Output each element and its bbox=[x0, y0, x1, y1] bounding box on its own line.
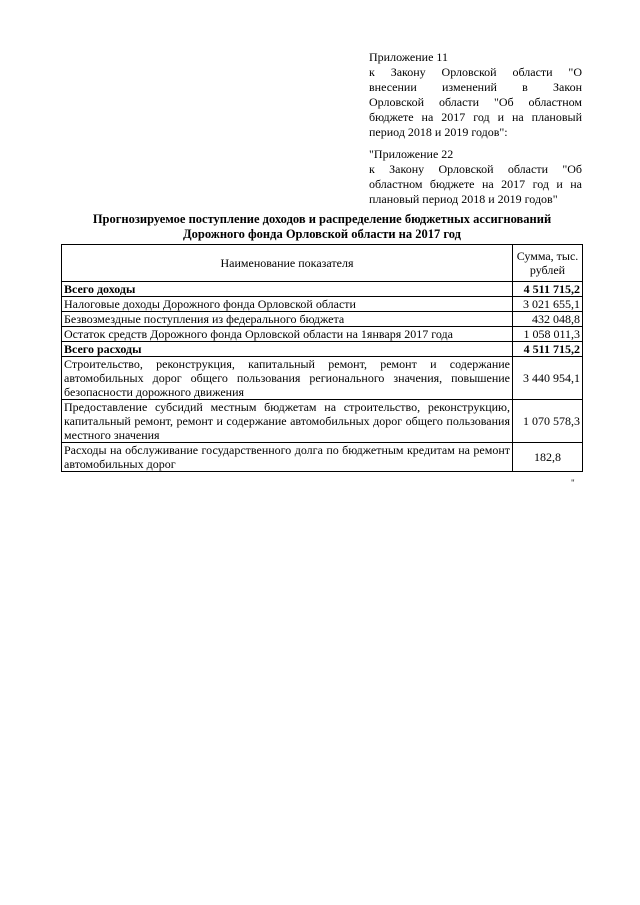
table-row bbox=[62, 327, 583, 342]
row-sum: 3 440 954,1 bbox=[513, 357, 583, 400]
appendix-11-line: Орловской области "Об областном bbox=[369, 95, 582, 109]
appendix-11-line: к Закону Орловской области "О bbox=[369, 65, 582, 79]
appendix-11-header bbox=[369, 50, 582, 140]
document-title-line-2: Дорожного фонда Орловской области на 2017 год bbox=[183, 227, 461, 241]
table-row bbox=[62, 312, 583, 327]
row-sum: 1 070 578,3 bbox=[513, 400, 583, 443]
row-name: Всего расходы bbox=[62, 342, 513, 357]
row-name: Всего доходы bbox=[62, 282, 513, 297]
appendix-22-line: к Закону Орловской области "Об bbox=[369, 162, 582, 176]
column-header-sum: Сумма, тыс. рублей bbox=[513, 245, 583, 282]
row-name: Расходы на обслуживание государственного долга по бюджетным кредитам на ремонт автомобильных дорог bbox=[62, 443, 513, 472]
row-name: Налоговые доходы Дорожного фонда Орловской области bbox=[62, 297, 513, 312]
table-row bbox=[62, 357, 583, 400]
row-sum: 4 511 715,2 bbox=[513, 342, 583, 357]
row-name: Строительство, реконструкция, капитальный ремонт, ремонт и содержание автомобильных дорог общего пользования регионального значения, повышение безопасности дорожного движения bbox=[62, 357, 513, 400]
road-fund-table bbox=[61, 244, 583, 472]
document-title bbox=[62, 212, 582, 242]
row-sum: 4 511 715,2 bbox=[513, 282, 583, 297]
table-row bbox=[62, 282, 583, 297]
row-sum: 3 021 655,1 bbox=[513, 297, 583, 312]
row-sum: 182,8 bbox=[513, 443, 583, 472]
table-row bbox=[62, 400, 583, 443]
row-name: Безвозмездные поступления из федерального бюджета bbox=[62, 312, 513, 327]
appendix-22-line: плановый период 2018 и 2019 годов" bbox=[369, 192, 558, 206]
appendix-22-line: областном бюджете на 2017 год и на bbox=[369, 177, 582, 191]
table-header-row bbox=[62, 245, 583, 282]
row-name: Предоставление субсидий местным бюджетам на строительство, реконструкцию, капитальный ремонт, ремонт и содержание автомобильных дорог общего пользования местного значения bbox=[62, 400, 513, 443]
closing-quote-mark: " bbox=[571, 478, 575, 488]
table-row bbox=[62, 297, 583, 312]
table-row bbox=[62, 342, 583, 357]
document-title-line-1: Прогнозируемое поступление доходов и распределение бюджетных ассигнований bbox=[92, 212, 552, 226]
table-row bbox=[62, 443, 583, 472]
appendix-11-line: бюджете на 2017 год и на плановый bbox=[369, 110, 582, 124]
appendix-22-line: "Приложение 22 bbox=[369, 147, 454, 161]
appendix-11-line: внесении изменений в Закон bbox=[369, 80, 582, 94]
column-header-name: Наименование показателя bbox=[62, 245, 513, 282]
appendix-11-line: Приложение 11 bbox=[369, 50, 448, 64]
appendix-11-line: период 2018 и 2019 годов": bbox=[369, 125, 508, 139]
row-sum: 1 058 011,3 bbox=[513, 327, 583, 342]
row-sum: 432 048,8 bbox=[513, 312, 583, 327]
row-name: Остаток средств Дорожного фонда Орловской области на 1января 2017 года bbox=[62, 327, 513, 342]
appendix-22-header bbox=[369, 147, 582, 207]
